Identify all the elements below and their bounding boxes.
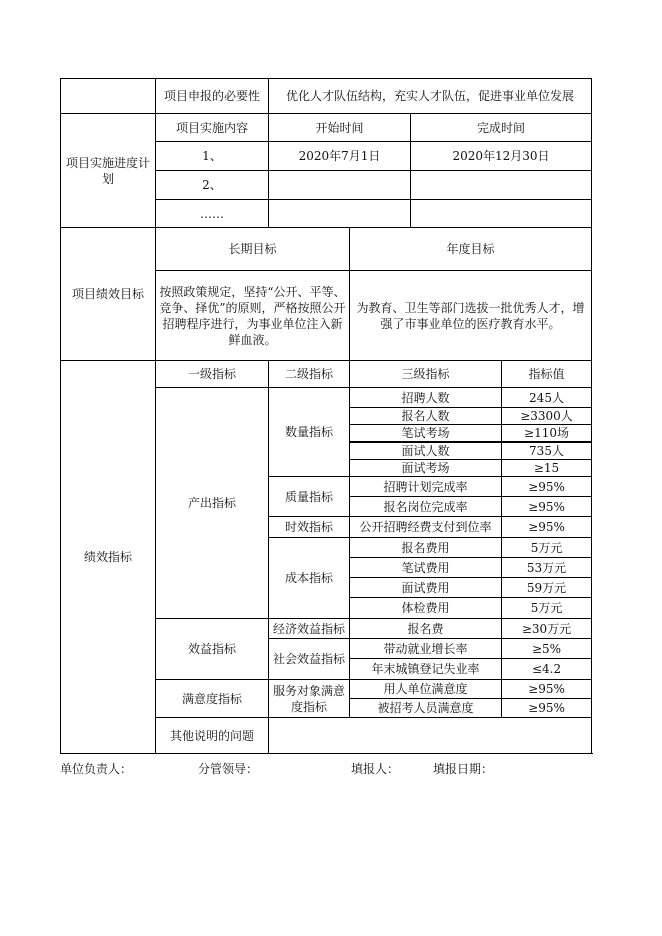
- level3-name: 报名费: [350, 619, 502, 639]
- schedule-start: [269, 200, 411, 228]
- cost-indicator: 成本指标: [269, 538, 350, 619]
- indicator-header-value: 指标值: [502, 361, 592, 388]
- project-form: [60, 78, 591, 754]
- schedule-end: [411, 200, 592, 228]
- schedule-item: ……: [156, 200, 269, 228]
- level3-value: ≥5%: [502, 639, 592, 659]
- schedule-header-item: 项目实施内容: [156, 114, 269, 142]
- schedule-header-start: 开始时间: [269, 114, 411, 142]
- level3-value: ≥110场: [502, 425, 592, 443]
- level3-name: 年末城镇登记失业率: [350, 659, 502, 680]
- level3-value: 53万元: [502, 558, 592, 578]
- level3-name: 面试费用: [350, 578, 502, 598]
- level3-value: 59万元: [502, 578, 592, 598]
- level3-name: 带动就业增长率: [350, 639, 502, 659]
- level3-name: 用人单位满意度: [350, 680, 502, 699]
- schedule-start: 2020年7月1日: [269, 142, 411, 171]
- level3-value: ≥30万元: [502, 619, 592, 639]
- level3-value: ≥95%: [502, 477, 592, 497]
- other-notes-label: 其他说明的问题: [156, 718, 269, 754]
- level3-value: 5万元: [502, 538, 592, 558]
- unit-head-label: 单位负责人：: [60, 762, 133, 776]
- level3-name: 招聘人数: [350, 388, 502, 408]
- level3-name: 被招考人员满意度: [350, 699, 502, 718]
- level3-name: 体检费用: [350, 598, 502, 619]
- quality-indicator: 质量指标: [269, 477, 350, 517]
- level3-name: 报名费用: [350, 538, 502, 558]
- level3-value: ≥95%: [502, 517, 592, 538]
- indicator-header-level2: 二级指标: [269, 361, 350, 388]
- annual-header: 年度目标: [350, 228, 592, 271]
- quantity-indicator: 数量指标: [269, 388, 350, 477]
- level3-value: ≤4.2: [502, 659, 592, 680]
- long-term-header: 长期目标: [156, 228, 350, 271]
- schedule-end: 2020年12月30日: [411, 142, 592, 171]
- benefit-indicator: 效益指标: [156, 619, 269, 680]
- satisfaction-indicator: 满意度指标: [156, 680, 269, 718]
- long-term-goal: 按照政策规定，坚持“公开、平等、竞争、择优”的原则，严格按照公开招聘程序进行，为事业单位注入新鲜血液。: [156, 271, 350, 361]
- level3-name: 报名岗位完成率: [350, 497, 502, 517]
- leader-label: 分管领导：: [198, 762, 259, 776]
- schedule-header-end: 完成时间: [411, 114, 592, 142]
- level3-value: 245人: [502, 388, 592, 408]
- blank-cell: [61, 79, 156, 114]
- schedule-start: [269, 171, 411, 200]
- level3-name: 笔试费用: [350, 558, 502, 578]
- schedule-item: 2、: [156, 171, 269, 200]
- output-indicator: 产出指标: [156, 388, 269, 619]
- level3-name: 笔试考场: [350, 425, 502, 443]
- level3-value: 735人: [502, 442, 592, 460]
- filler-label: 填报人：: [351, 762, 400, 776]
- level3-value: ≥3300人: [502, 408, 592, 425]
- form-table: [60, 78, 592, 754]
- goals-label: 项目绩效目标: [61, 228, 156, 361]
- level3-value: ≥95%: [502, 680, 592, 699]
- necessity-label: 项目申报的必要性: [156, 79, 269, 114]
- service-satisfaction-indicator: 服务对象满意度指标: [269, 680, 350, 718]
- level3-name: 面试考场: [350, 460, 502, 477]
- level3-value: 5万元: [502, 598, 592, 619]
- level3-name: 公开招聘经费支付到位率: [350, 517, 502, 538]
- schedule-label: 项目实施进度计划: [61, 114, 156, 228]
- other-notes-content: [269, 718, 592, 754]
- date-label: 填报日期：: [433, 762, 494, 776]
- level3-name: 报名人数: [350, 408, 502, 425]
- form-footer: [60, 760, 620, 778]
- schedule-end: [411, 171, 592, 200]
- schedule-item: 1、: [156, 142, 269, 171]
- annual-goal: 为教育、卫生等部门选拔一批优秀人才，增强了市事业单位的医疗教育水平。: [350, 271, 592, 361]
- indicators-label: 绩效指标: [61, 361, 156, 754]
- indicator-header-level3: 三级指标: [350, 361, 502, 388]
- social-benefit-indicator: 社会效益指标: [269, 639, 350, 680]
- indicator-header-level1: 一级指标: [156, 361, 269, 388]
- economic-benefit-indicator: 经济效益指标: [269, 619, 350, 639]
- level3-value: ≥15: [502, 460, 592, 477]
- level3-name: 面试人数: [350, 442, 502, 460]
- level3-value: ≥95%: [502, 497, 592, 517]
- level3-name: 招聘计划完成率: [350, 477, 502, 497]
- level3-value: ≥95%: [502, 699, 592, 718]
- necessity-content: 优化人才队伍结构，充实人才队伍，促进事业单位发展: [269, 79, 592, 114]
- timeliness-indicator: 时效指标: [269, 517, 350, 538]
